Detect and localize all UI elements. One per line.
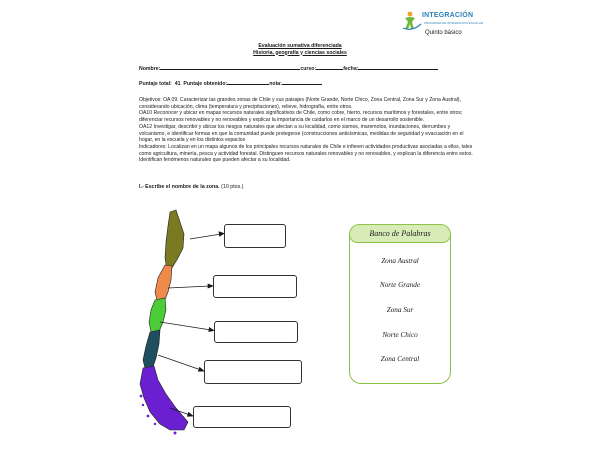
map-region-norte-grande xyxy=(165,210,184,270)
indicators: Indicadores: Localizan en un mapa algunos de los principales recursos naturales de Chile e infieren actividades productivas asociadas a ellos, tales como agricultura, minería, pesca y actividad forestal. Distinguen recursos naturales renovables y no renovables, y explican la diferencia entre estos. Identifican fenómenos naturales que pueden afectar a su localidad. xyxy=(139,143,473,164)
logo-subtext: PROGRAMA DE INTEGRACIÓN ESCOLAR xyxy=(424,21,484,25)
course-label: curso: xyxy=(300,66,317,72)
arrow-3 xyxy=(160,322,211,330)
answer-box-2[interactable] xyxy=(213,275,297,298)
obtained-score-label: Puntaje obtenido: xyxy=(183,81,228,87)
objective-oa10: OA10 Reconocer y ubicar en mapas recursos naturales significativos de Chile, como cobre, hierro, recursos marítimos y forestales, entre otros; diferenciar recursos renovables y no renovables y explicar la importancia de cuidarlos en el marco de un desarrollo sostenible. xyxy=(139,110,463,124)
answer-box-5[interactable] xyxy=(193,406,291,428)
answer-box-4[interactable] xyxy=(204,360,302,384)
section-instruction: I.- Escribe el nombre de la zona. xyxy=(139,184,220,190)
word-bank-item: Zona Austral xyxy=(381,257,419,265)
word-bank xyxy=(349,224,451,384)
arrow-1 xyxy=(190,234,221,239)
word-bank-title: Banco de Palabras xyxy=(349,224,451,243)
logo-text: INTEGRACIÓN xyxy=(422,12,474,19)
page-title: Evaluación sumativa diferenciada xyxy=(258,43,342,49)
objective-oa09: Objetivos: OA 09. Caracterizar las grandes zonas de Chile y sus paisajes (Norte Grande, Norte Chico, Zona Central, Zona Sur y Zona Austral), considerando ubicación, clima (temperatura y precipitaciones), relieve, hidrografía, entre otros. xyxy=(139,97,461,110)
total-score-value: 41 xyxy=(174,81,181,87)
objective-oa12: OA12 Investigar, describir y ubicar los riesgos naturales que afectan a su localidad, como sismos, maremotos, inundaciones, derrumbes y volcanismo, e identificar formas en que la comunidad puede protegerse (construcciones antisísmicas, medidas de seguridad y evacuación en el hogar, en la escuela y en los distintos espacios xyxy=(139,123,464,144)
word-bank-item: Zona Sur xyxy=(386,306,414,314)
arrow-4 xyxy=(158,355,201,370)
subject-title: Historia, geografía y ciencias sociales xyxy=(253,49,347,56)
grade-level: Quinto básico xyxy=(425,30,462,36)
total-score-label: Puntaje total: xyxy=(139,81,172,87)
name-label: Nombre: xyxy=(139,66,161,72)
word-bank-item: Norte Chico xyxy=(382,331,418,339)
arrow-2 xyxy=(168,286,210,288)
grade-label: nota: xyxy=(269,81,282,87)
map-region-zona-sur xyxy=(143,330,160,372)
map-region-zona-austral xyxy=(140,366,188,430)
word-bank-item: Norte Grande xyxy=(379,281,421,289)
date-label: fecha: xyxy=(343,66,359,72)
section-points: (10 ptos.) xyxy=(221,184,244,190)
word-bank-item: Zona Central xyxy=(380,355,420,363)
answer-box-1[interactable] xyxy=(224,224,286,248)
answer-box-3[interactable] xyxy=(214,321,298,343)
